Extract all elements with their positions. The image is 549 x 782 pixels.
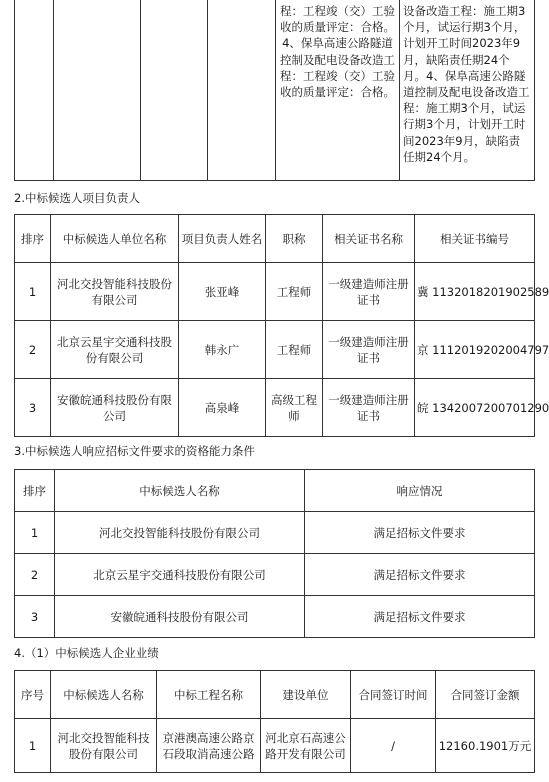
table-row — [15, 263, 535, 321]
rank-cell: 2 — [15, 321, 51, 379]
title-cell: 工程师 — [266, 263, 323, 321]
table-row — [15, 379, 535, 437]
performance-table — [14, 670, 535, 773]
header-cell: 中标候选人单位名称 — [51, 215, 179, 263]
cell-empty-1 — [15, 0, 54, 181]
certificate-name-cell: 一级建造师注册证书 — [323, 263, 415, 321]
header-cell: 序号 — [15, 671, 51, 719]
cell-empty-4 — [208, 0, 276, 181]
header-cell: 中标候选人名称 — [55, 470, 305, 512]
header-cell: 排序 — [15, 470, 55, 512]
table-row — [15, 719, 535, 773]
qualification-table — [14, 469, 535, 638]
table-header-row — [15, 470, 535, 512]
section-4-title: 4.（1）中标候选人企业业绩 — [14, 646, 159, 660]
company-cell: 河北交投智能科技股份有限公司 — [51, 263, 179, 321]
section-2-title: 2.中标候选人项目负责人 — [14, 191, 140, 205]
certificate-name-cell: 一级建造师注册证书 — [323, 379, 415, 437]
project-name-cell: 京港澳高速公路京石段取消高速公路 — [157, 719, 261, 773]
header-cell: 排序 — [15, 215, 51, 263]
rank-cell: 3 — [15, 379, 51, 437]
header-cell: 中标候选人名称 — [51, 671, 157, 719]
rank-cell: 1 — [15, 512, 55, 554]
response-cell: 满足招标文件要求 — [305, 596, 535, 638]
company-cell: 北京云星宇交通科技股份有限公司 — [51, 321, 179, 379]
response-cell: 满足招标文件要求 — [305, 512, 535, 554]
table-row — [15, 554, 535, 596]
certificate-number-cell: 京 1112019202004797 — [415, 321, 535, 379]
response-cell: 满足招标文件要求 — [305, 554, 535, 596]
schedule-cell: 设备改造工程：施工期3个月，试运行期3个月，计划开工时间2023年9月，缺陷责任期24个月。4、保阜高速公路隧道控制及配电设备改造工程：施工期3个月，试运行期3个月，计划开工时间2023年9月，缺陷责任期24个月。 — [400, 0, 535, 181]
table-header-row — [15, 215, 535, 263]
header-cell: 中标工程名称 — [157, 671, 261, 719]
certificate-name-cell: 一级建造师注册证书 — [323, 321, 415, 379]
table-header-row — [15, 671, 535, 719]
header-cell: 相关证书编号 — [415, 215, 535, 263]
header-cell: 相关证书名称 — [323, 215, 415, 263]
title-cell: 高级工程师 — [266, 379, 323, 437]
rank-cell: 1 — [15, 263, 51, 321]
title-cell: 工程师 — [266, 321, 323, 379]
continuation-table — [14, 0, 535, 181]
header-cell: 合同签订金额 — [436, 671, 535, 719]
table-row — [15, 512, 535, 554]
company-cell: 安徽皖通科技股份有限公司 — [51, 379, 179, 437]
contract-amount-cell: 12160.1901万元 — [436, 719, 535, 773]
manager-name-cell: 张亚峰 — [179, 263, 266, 321]
table-row — [15, 321, 535, 379]
company-cell: 安徽皖通科技股份有限公司 — [55, 596, 305, 638]
certificate-number-cell: 冀 1132018201902589 — [415, 263, 535, 321]
header-cell: 项目负责人姓名 — [179, 215, 266, 263]
project-manager-table — [14, 214, 549, 437]
manager-name-cell: 韩永广 — [179, 321, 266, 379]
company-cell: 河北交投智能科技股份有限公司 — [55, 512, 305, 554]
owner-cell: 河北京石高速公路开发有限公司 — [261, 719, 351, 773]
rank-cell: 3 — [15, 596, 55, 638]
manager-name-cell: 高泉峰 — [179, 379, 266, 437]
contract-date-cell: / — [351, 719, 436, 773]
table-row — [15, 596, 535, 638]
company-cell: 北京云星宇交通科技股份有限公司 — [55, 554, 305, 596]
index-cell: 1 — [15, 719, 51, 773]
cell-empty-3 — [141, 0, 208, 181]
cell-empty-2 — [54, 0, 141, 181]
quality-evaluation-cell: 程：工程竣（交）工验收的质量评定：合格。4、保阜高速公路隧道控制及配电设备改造工程：工程竣（交）工验收的质量评定：合格。 — [276, 0, 400, 181]
header-cell: 合同签订时间 — [351, 671, 436, 719]
header-cell: 响应情况 — [305, 470, 535, 512]
rank-cell: 2 — [15, 554, 55, 596]
section-3-title: 3.中标候选人响应招标文件要求的资格能力条件 — [14, 444, 255, 458]
company-cell: 河北交投智能科技股份有限公司 — [51, 719, 157, 773]
header-cell: 职称 — [266, 215, 323, 263]
header-cell: 建设单位 — [261, 671, 351, 719]
certificate-number-cell: 皖 1342007200701290 — [415, 379, 535, 437]
